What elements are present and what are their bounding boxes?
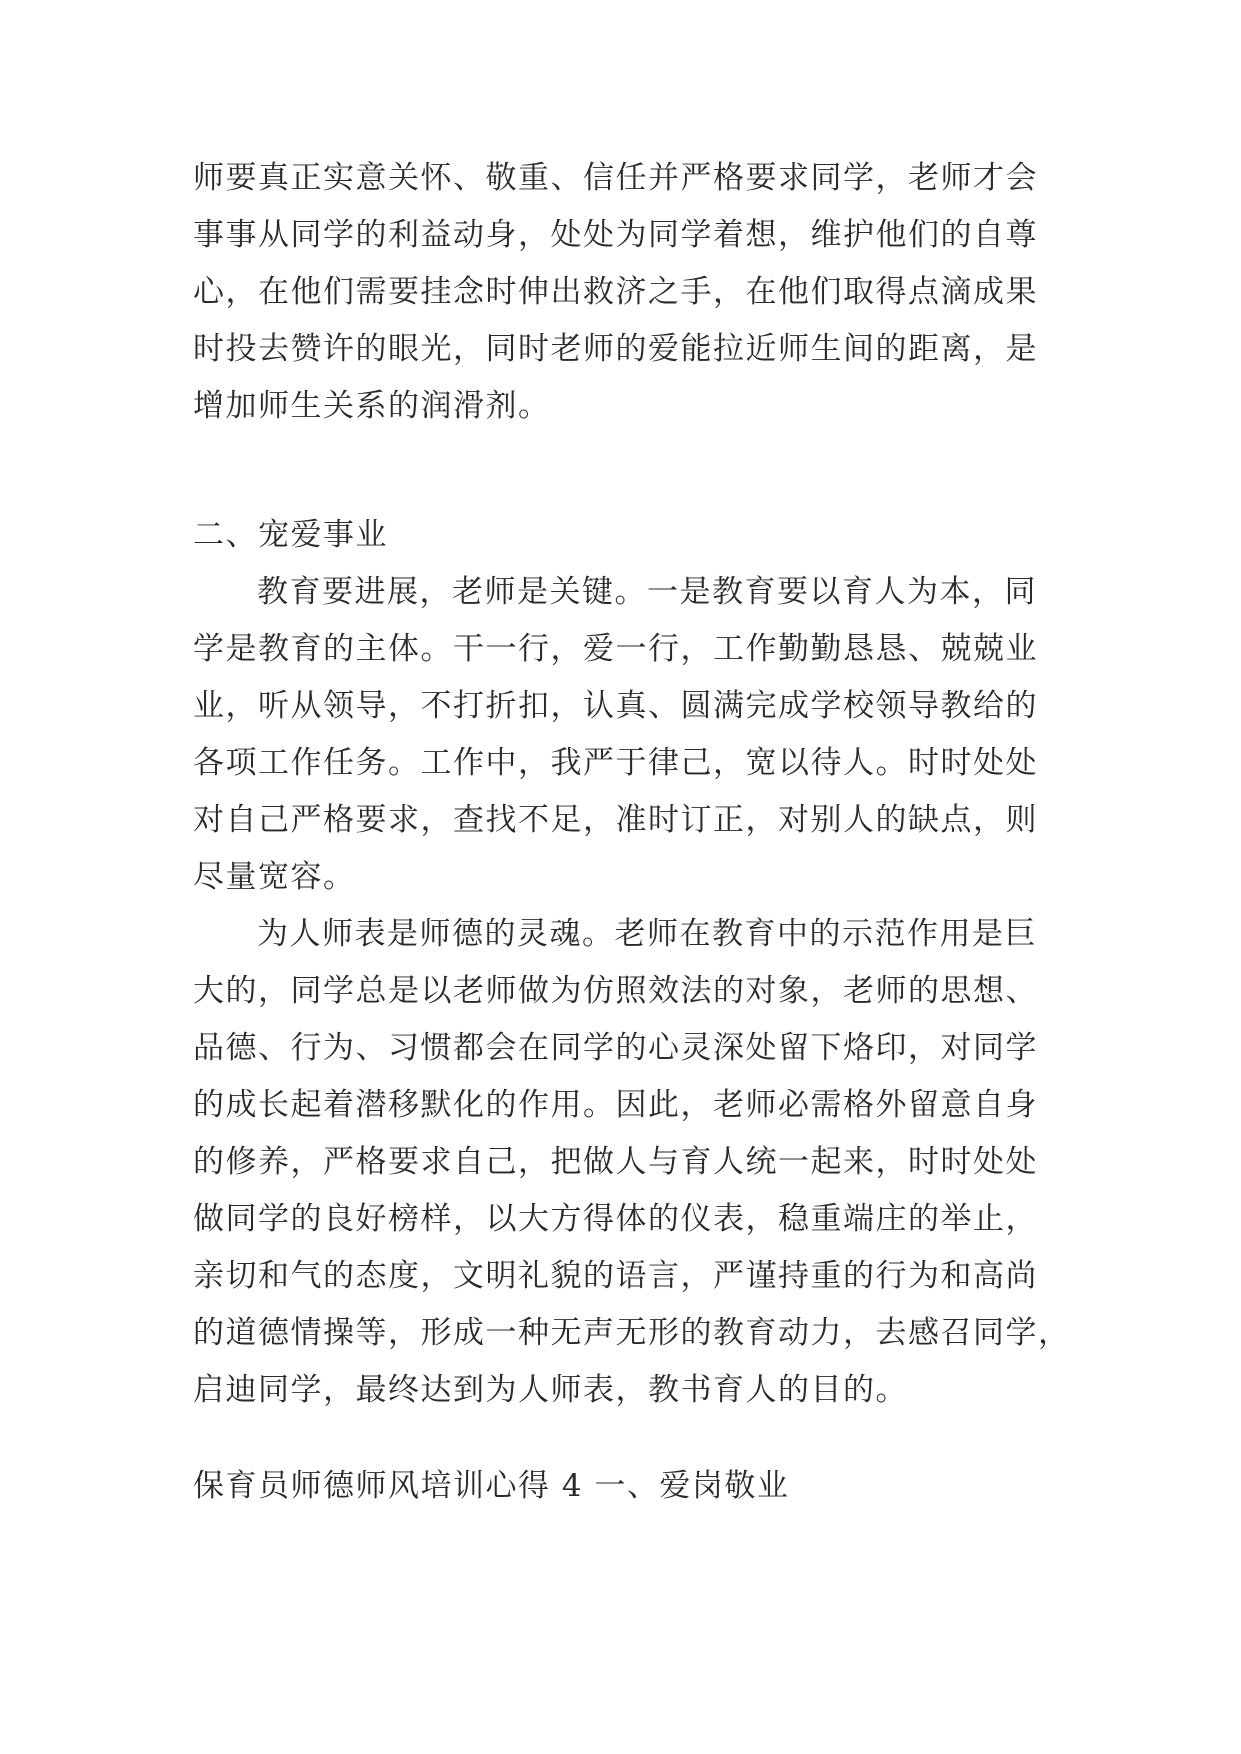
section-3 xyxy=(193,1458,1051,1515)
text-line: 师要真正实意关怀、敬重、信任并严格要求同学，老师才会 xyxy=(193,160,1038,196)
text-line: 启迪同学，最终达到为人师表，教书育人的目的。 xyxy=(193,1372,908,1408)
text-line: 的修养，严格要求自己，把做人与育人统一起来，时时处处 xyxy=(193,1144,1038,1180)
section-heading: 二、宠爱事业 xyxy=(193,517,388,553)
text-line: 为人师表是师德的灵魂。老师在教育中的示范作用是巨 xyxy=(257,916,1037,952)
text-line: 事事从同学的利益动身，处处为同学着想，维护他们的自尊 xyxy=(193,217,1038,253)
section-heading: 保育员师德师风培训心得 4 一、爱岗敬业 xyxy=(193,1468,790,1504)
text-line: 心，在他们需要挂念时伸出救济之手，在他们取得点滴成果 xyxy=(193,274,1038,310)
text-line: 的道德情操等，形成一种无声无形的教育动力，去感召同学， xyxy=(193,1315,1071,1351)
text-line: 时投去赞许的眼光，同时老师的爱能拉近师生间的距离，是 xyxy=(193,331,1038,367)
section-2 xyxy=(193,507,1071,1419)
text-line: 尽量宽容。 xyxy=(193,859,356,895)
text-line: 的成长起着潜移默化的作用。因此，老师必需格外留意自身 xyxy=(193,1087,1038,1123)
text-line: 学是教育的主体。干一行，爱一行，工作勤勤恳恳、兢兢业 xyxy=(193,631,1038,667)
text-line: 各项工作任务。工作中，我严于律己，宽以待人。时时处处 xyxy=(193,745,1038,781)
text-line: 对自己严格要求，查找不足，准时订正，对别人的缺点，则 xyxy=(193,802,1038,838)
text-line: 做同学的良好榜样，以大方得体的仪表，稳重端庄的举止， xyxy=(193,1201,1038,1237)
text-line: 品德、行为、习惯都会在同学的心灵深处留下烙印，对同学 xyxy=(193,1030,1038,1066)
text-line: 业，听从领导，不打折扣，认真、圆满完成学校领导教给的 xyxy=(193,688,1038,724)
paragraph-1 xyxy=(193,150,1051,435)
text-line: 大的，同学总是以老师做为仿照效法的对象，老师的思想、 xyxy=(193,973,1038,1009)
text-line: 增加师生关系的润滑剂。 xyxy=(193,388,551,424)
text-line: 教育要进展，老师是关键。一是教育要以育人为本，同 xyxy=(257,574,1037,610)
text-line: 亲切和气的态度，文明礼貌的语言，严谨持重的行为和高尚 xyxy=(193,1258,1038,1294)
